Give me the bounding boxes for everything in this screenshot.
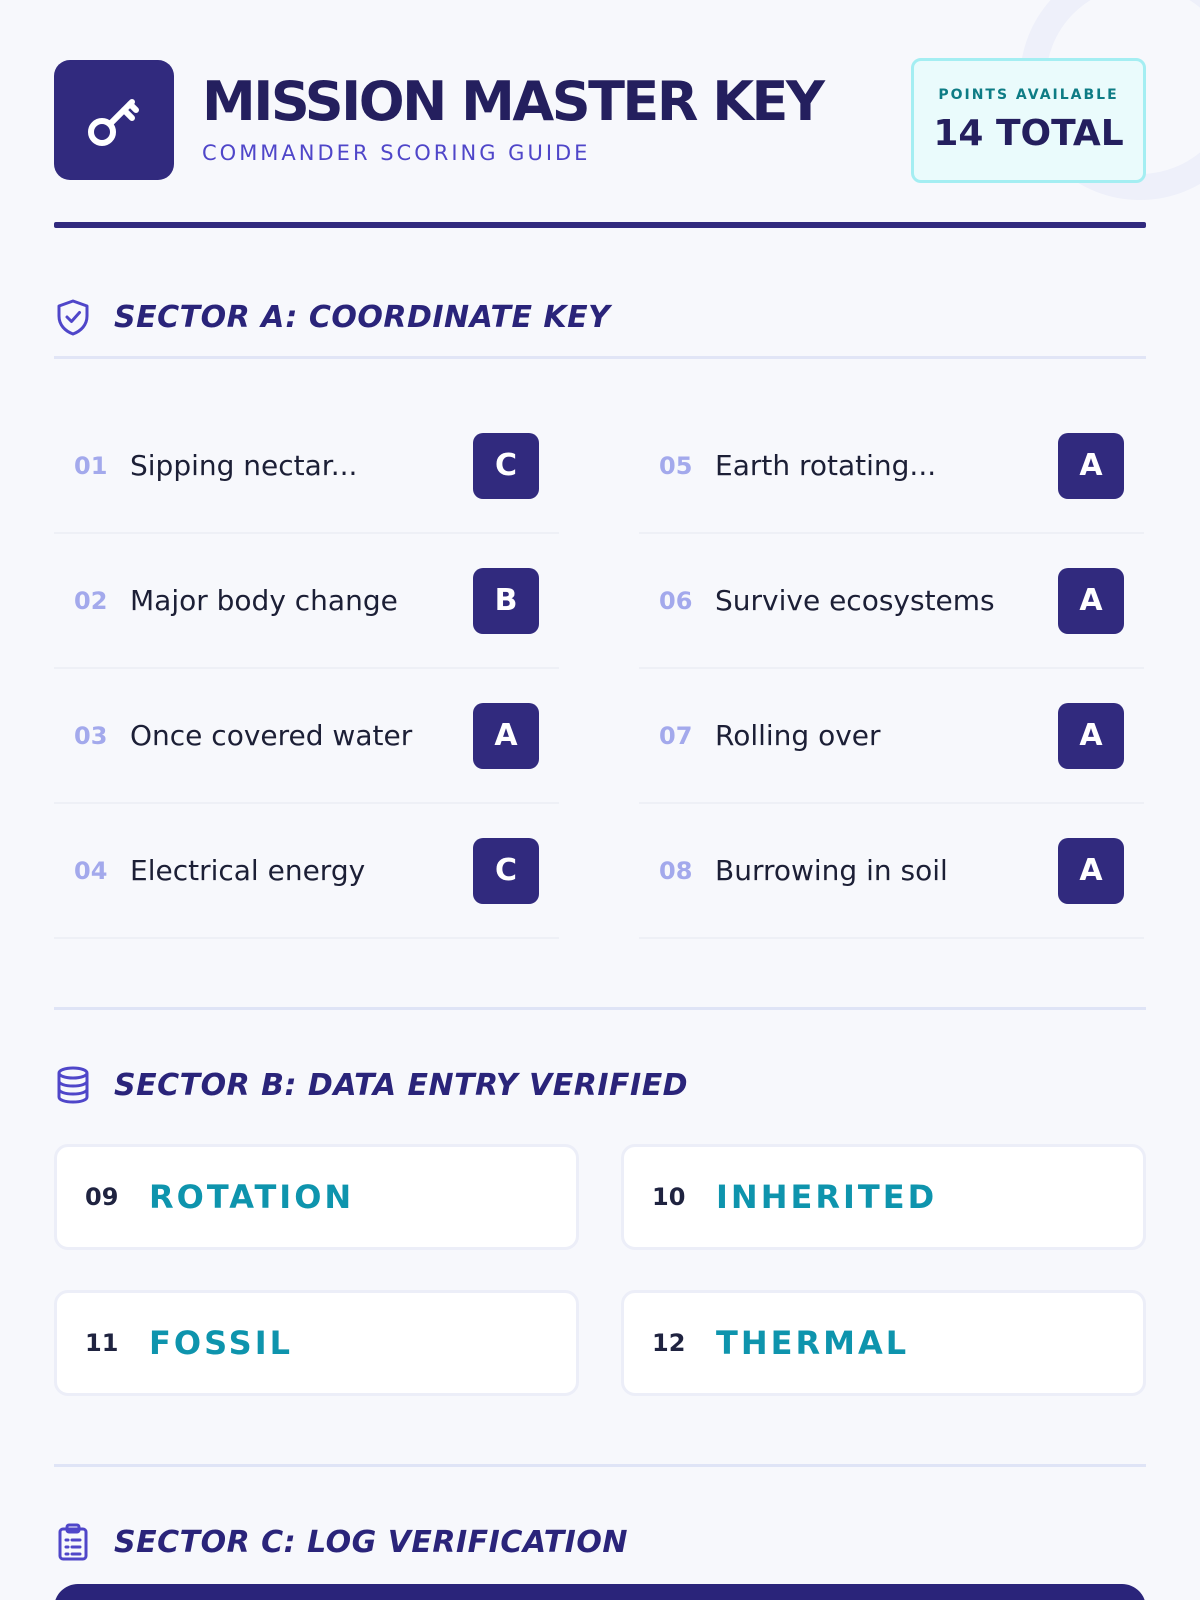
key-row xyxy=(639,804,1144,939)
key-row xyxy=(639,534,1144,669)
section-divider xyxy=(54,1007,1146,1010)
sector-a-title: SECTOR A: COORDINATE KEY xyxy=(114,299,611,335)
entry-number: 12 xyxy=(652,1329,686,1357)
header-divider xyxy=(54,222,1146,228)
question-number: 08 xyxy=(659,856,693,885)
logo-badge xyxy=(54,60,174,180)
key-row xyxy=(54,399,559,534)
question-number: 06 xyxy=(659,586,693,615)
title-block xyxy=(202,70,911,165)
question-number: 03 xyxy=(74,721,108,750)
entry-answer: INHERITED xyxy=(716,1178,938,1216)
question-number: 02 xyxy=(74,586,108,615)
question-number: 05 xyxy=(659,451,693,480)
question-text: Once covered water xyxy=(130,719,413,752)
section-divider xyxy=(54,1464,1146,1467)
question-text: Electrical energy xyxy=(130,854,366,887)
question-text: Sipping nectar... xyxy=(130,449,358,482)
data-entry-card xyxy=(621,1290,1146,1396)
data-entry-card xyxy=(621,1144,1146,1250)
answer-badge: A xyxy=(1058,433,1124,499)
question-text: Survive ecosystems xyxy=(715,584,995,617)
data-entry-grid xyxy=(54,1144,1146,1396)
points-value: 14 TOTAL xyxy=(933,112,1124,154)
sector-c-title: SECTOR C: LOG VERIFICATION xyxy=(114,1524,628,1560)
header xyxy=(54,0,1146,180)
entry-answer: FOSSIL xyxy=(149,1324,294,1362)
question-text: Major body change xyxy=(130,584,398,617)
entry-number: 11 xyxy=(85,1329,119,1357)
entry-answer: THERMAL xyxy=(716,1324,910,1362)
clipboard-icon xyxy=(54,1523,92,1561)
key-row xyxy=(54,669,559,804)
entry-answer: ROTATION xyxy=(149,1178,355,1216)
entry-number: 09 xyxy=(85,1183,119,1211)
question-text: Earth rotating... xyxy=(715,449,937,482)
sector-b-title: SECTOR B: DATA ENTRY VERIFIED xyxy=(114,1067,689,1103)
page-title: MISSION MASTER KEY xyxy=(202,70,823,133)
answer-badge: A xyxy=(1058,838,1124,904)
answer-badge: B xyxy=(473,568,539,634)
sector-b-header xyxy=(54,1066,1146,1104)
log-verification-panel xyxy=(54,1584,1146,1600)
points-label: POINTS AVAILABLE xyxy=(938,86,1119,103)
page-subtitle: COMMANDER SCORING GUIDE xyxy=(202,141,591,165)
question-number: 07 xyxy=(659,721,693,750)
answer-badge: A xyxy=(1058,568,1124,634)
answer-badge: C xyxy=(473,433,539,499)
question-number: 04 xyxy=(74,856,108,885)
data-entry-card xyxy=(54,1290,579,1396)
answer-badge: C xyxy=(473,838,539,904)
sector-a-header xyxy=(54,298,1146,359)
sector-c-header xyxy=(54,1523,1146,1561)
question-text: Rolling over xyxy=(715,719,881,752)
key-icon xyxy=(82,88,146,152)
data-entry-card xyxy=(54,1144,579,1250)
points-available-box xyxy=(911,58,1146,183)
key-row xyxy=(54,534,559,669)
question-text: Burrowing in soil xyxy=(715,854,948,887)
question-number: 01 xyxy=(74,451,108,480)
key-row xyxy=(639,399,1144,534)
key-row xyxy=(639,669,1144,804)
answer-badge: A xyxy=(1058,703,1124,769)
entry-number: 10 xyxy=(652,1183,686,1211)
coordinate-key-grid xyxy=(54,399,1146,939)
key-row xyxy=(54,804,559,939)
answer-badge: A xyxy=(473,703,539,769)
database-icon xyxy=(54,1066,92,1104)
shield-check-icon xyxy=(54,298,92,336)
